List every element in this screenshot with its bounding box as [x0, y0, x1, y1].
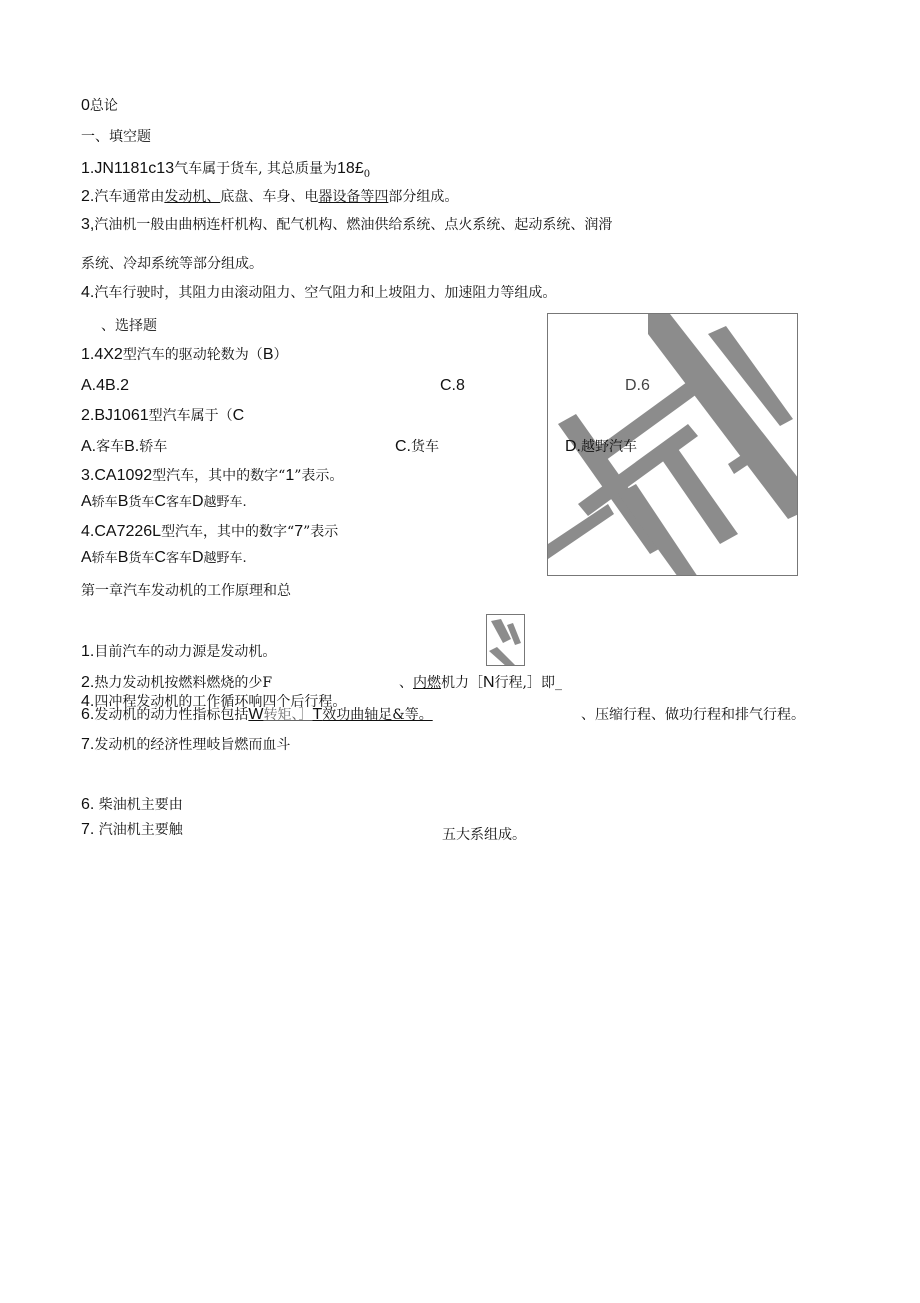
q-num: 7.	[81, 736, 95, 753]
ch1-q6b	[81, 796, 183, 814]
opt-letter: D	[191, 493, 204, 510]
ch1-q2	[81, 674, 272, 692]
q-text: 发动机的动力性指标包括	[94, 707, 249, 723]
opt-text: 轿车	[91, 551, 118, 566]
q-text: 行程,］即_	[494, 675, 563, 691]
ch1-q7b-right: 五大系组成。	[442, 827, 526, 843]
q-num: 3.	[81, 467, 95, 484]
q-text: 汽油机一般由曲柄连杆机构、配气机构、燃油供给系统、点火系统、起动系统、润滑	[94, 217, 613, 233]
answer-underline: 发动机、	[164, 189, 221, 205]
q-num: 4.	[81, 284, 95, 301]
q-text: 柴油机主要由	[98, 797, 183, 813]
opt-letter: C	[154, 493, 166, 510]
opt-text: 客车	[96, 439, 125, 455]
opt-text: 轿车	[139, 439, 168, 455]
q-text: 型汽车的驱动轮数为（	[122, 347, 263, 363]
q-num: 6.	[81, 706, 95, 723]
section-title-intro	[81, 97, 118, 115]
fill-blank-heading: 一、填空题	[81, 129, 151, 145]
opt-text: 货车	[411, 439, 439, 455]
digit: 7	[294, 523, 304, 540]
ch1-q2-right	[399, 674, 562, 692]
choice-q1-opt-ab: A.4B.2	[81, 377, 130, 394]
q-text: 发动机的经济性理岐旨燃而血斗	[94, 737, 291, 753]
q-text: 型汽车，其中的数字“	[152, 468, 286, 484]
ch1-q1	[81, 643, 276, 661]
model-code: CA7226L	[94, 523, 162, 540]
intro-q1	[81, 160, 370, 184]
choice-q1-opt-d: D.6	[625, 377, 650, 394]
q-text: 型汽车，其中的数字“	[161, 524, 295, 540]
answer-underline: 内燃	[413, 675, 441, 691]
q-num: 6.	[81, 796, 95, 813]
opt-text: 越野汽车	[581, 439, 637, 455]
opt-text: 轿车	[91, 495, 118, 510]
choice-q2-opt-d	[565, 438, 637, 456]
q-text: ”表示。	[294, 468, 344, 484]
answer-value: 18£	[337, 160, 364, 177]
answer-sub: 0	[363, 168, 371, 180]
opt-text: 客车	[165, 551, 192, 566]
q-num: 1.	[81, 160, 95, 177]
q-text: 型汽车属于（	[148, 408, 233, 424]
choice-q4-options	[81, 549, 247, 568]
choice-heading: 、选择题	[101, 318, 157, 334]
choice-q4	[81, 523, 338, 541]
ch1-q7b	[81, 821, 183, 839]
answer-letter: T	[312, 706, 323, 723]
opt-letter: B.	[124, 438, 140, 455]
digit: 1	[285, 467, 295, 484]
opt-text: 货车	[128, 495, 155, 510]
thumbnail-image	[486, 614, 525, 666]
q-text: 目前汽车的动力源是发动机。	[94, 644, 277, 660]
answer-letter: C	[232, 407, 245, 424]
opt-letter: D	[191, 549, 204, 566]
q-num: 1.	[81, 346, 95, 363]
intro-q3-line1	[81, 216, 612, 234]
q-num: 4.	[81, 693, 95, 710]
answer-underline: 转矩、］	[263, 707, 313, 723]
model-code: BJ1061	[94, 407, 149, 424]
model-code: JN1181c13	[94, 160, 175, 177]
opt-text: 货车	[128, 551, 155, 566]
choice-q2-opt-ab	[81, 438, 167, 456]
choice-q2	[81, 407, 244, 425]
intro-q2	[81, 188, 458, 206]
title-text: 总论	[89, 98, 118, 114]
q-num: 3,	[81, 216, 95, 233]
choice-q1-opt-c: C.8	[440, 377, 465, 394]
q-text: 、	[399, 675, 413, 691]
opt-letter: A.	[81, 438, 97, 455]
choice-q3	[81, 467, 343, 485]
model-code: CA1092	[94, 467, 153, 484]
q-text: 热力发动机按燃料燃烧的少F	[94, 675, 273, 691]
opt-letter: D.	[565, 438, 581, 455]
answer-underline: 效功曲轴足&等。	[322, 707, 433, 723]
opt-text: 客车	[165, 495, 192, 510]
q-num: 2.	[81, 188, 95, 205]
q-text: 汽油机主要触	[98, 822, 183, 838]
q-num: 2.	[81, 407, 95, 424]
chapter1-title: 第一章汽车发动机的工作原理和总	[81, 583, 291, 599]
q-num: 2.	[81, 674, 95, 691]
q-text: ）	[273, 347, 288, 363]
q-text: 四冲程发动机的工作循环响四个后行程。	[94, 694, 347, 710]
title-prefix: 0	[81, 97, 90, 114]
opt-letter: A	[81, 549, 92, 566]
q-text: 汽车行驶时，其阻力由滚动阻力、空气阻力和上坡阻力、加速阻力等组成。	[94, 285, 557, 301]
opt-letter: A	[81, 493, 92, 510]
q-text: ”表示	[303, 524, 339, 540]
opt-letter: B	[117, 549, 129, 566]
choice-q1	[81, 346, 287, 364]
answer-letter: B	[262, 346, 274, 363]
thumb-glyph-icon	[487, 615, 525, 666]
q-num: 7.	[81, 821, 95, 838]
opt-letter: C.	[395, 438, 411, 455]
q-text: 机力［	[441, 675, 483, 691]
ch1-q7	[81, 736, 290, 754]
opt-text: 越野车.	[203, 495, 247, 510]
q-text: 底盘、车身、电	[220, 189, 319, 205]
opt-text: 越野车.	[203, 551, 247, 566]
answer-underline: 器设备等四	[318, 189, 389, 205]
answer-letter: N	[483, 674, 495, 691]
opt-letter: B	[117, 493, 129, 510]
ch1-q6-right: 、压缩行程、做功行程和排气行程。	[581, 707, 805, 723]
answer-letter: W	[248, 706, 264, 723]
q-text: 气车属于货车, 其总质量为	[174, 161, 338, 177]
intro-q4	[81, 284, 556, 302]
q-num: 4.	[81, 523, 95, 540]
intro-q3-line2: 系统、冷却系统等部分组成。	[81, 256, 263, 272]
model-code: 4X2	[94, 346, 123, 363]
choice-q2-opt-c	[395, 438, 439, 456]
opt-letter: C	[154, 549, 166, 566]
choice-q3-options	[81, 493, 247, 512]
q-text: 汽车通常由	[94, 189, 165, 205]
q-num: 1.	[81, 643, 95, 660]
ch1-q6	[81, 706, 433, 724]
q-text: 部分组成。	[388, 189, 459, 205]
